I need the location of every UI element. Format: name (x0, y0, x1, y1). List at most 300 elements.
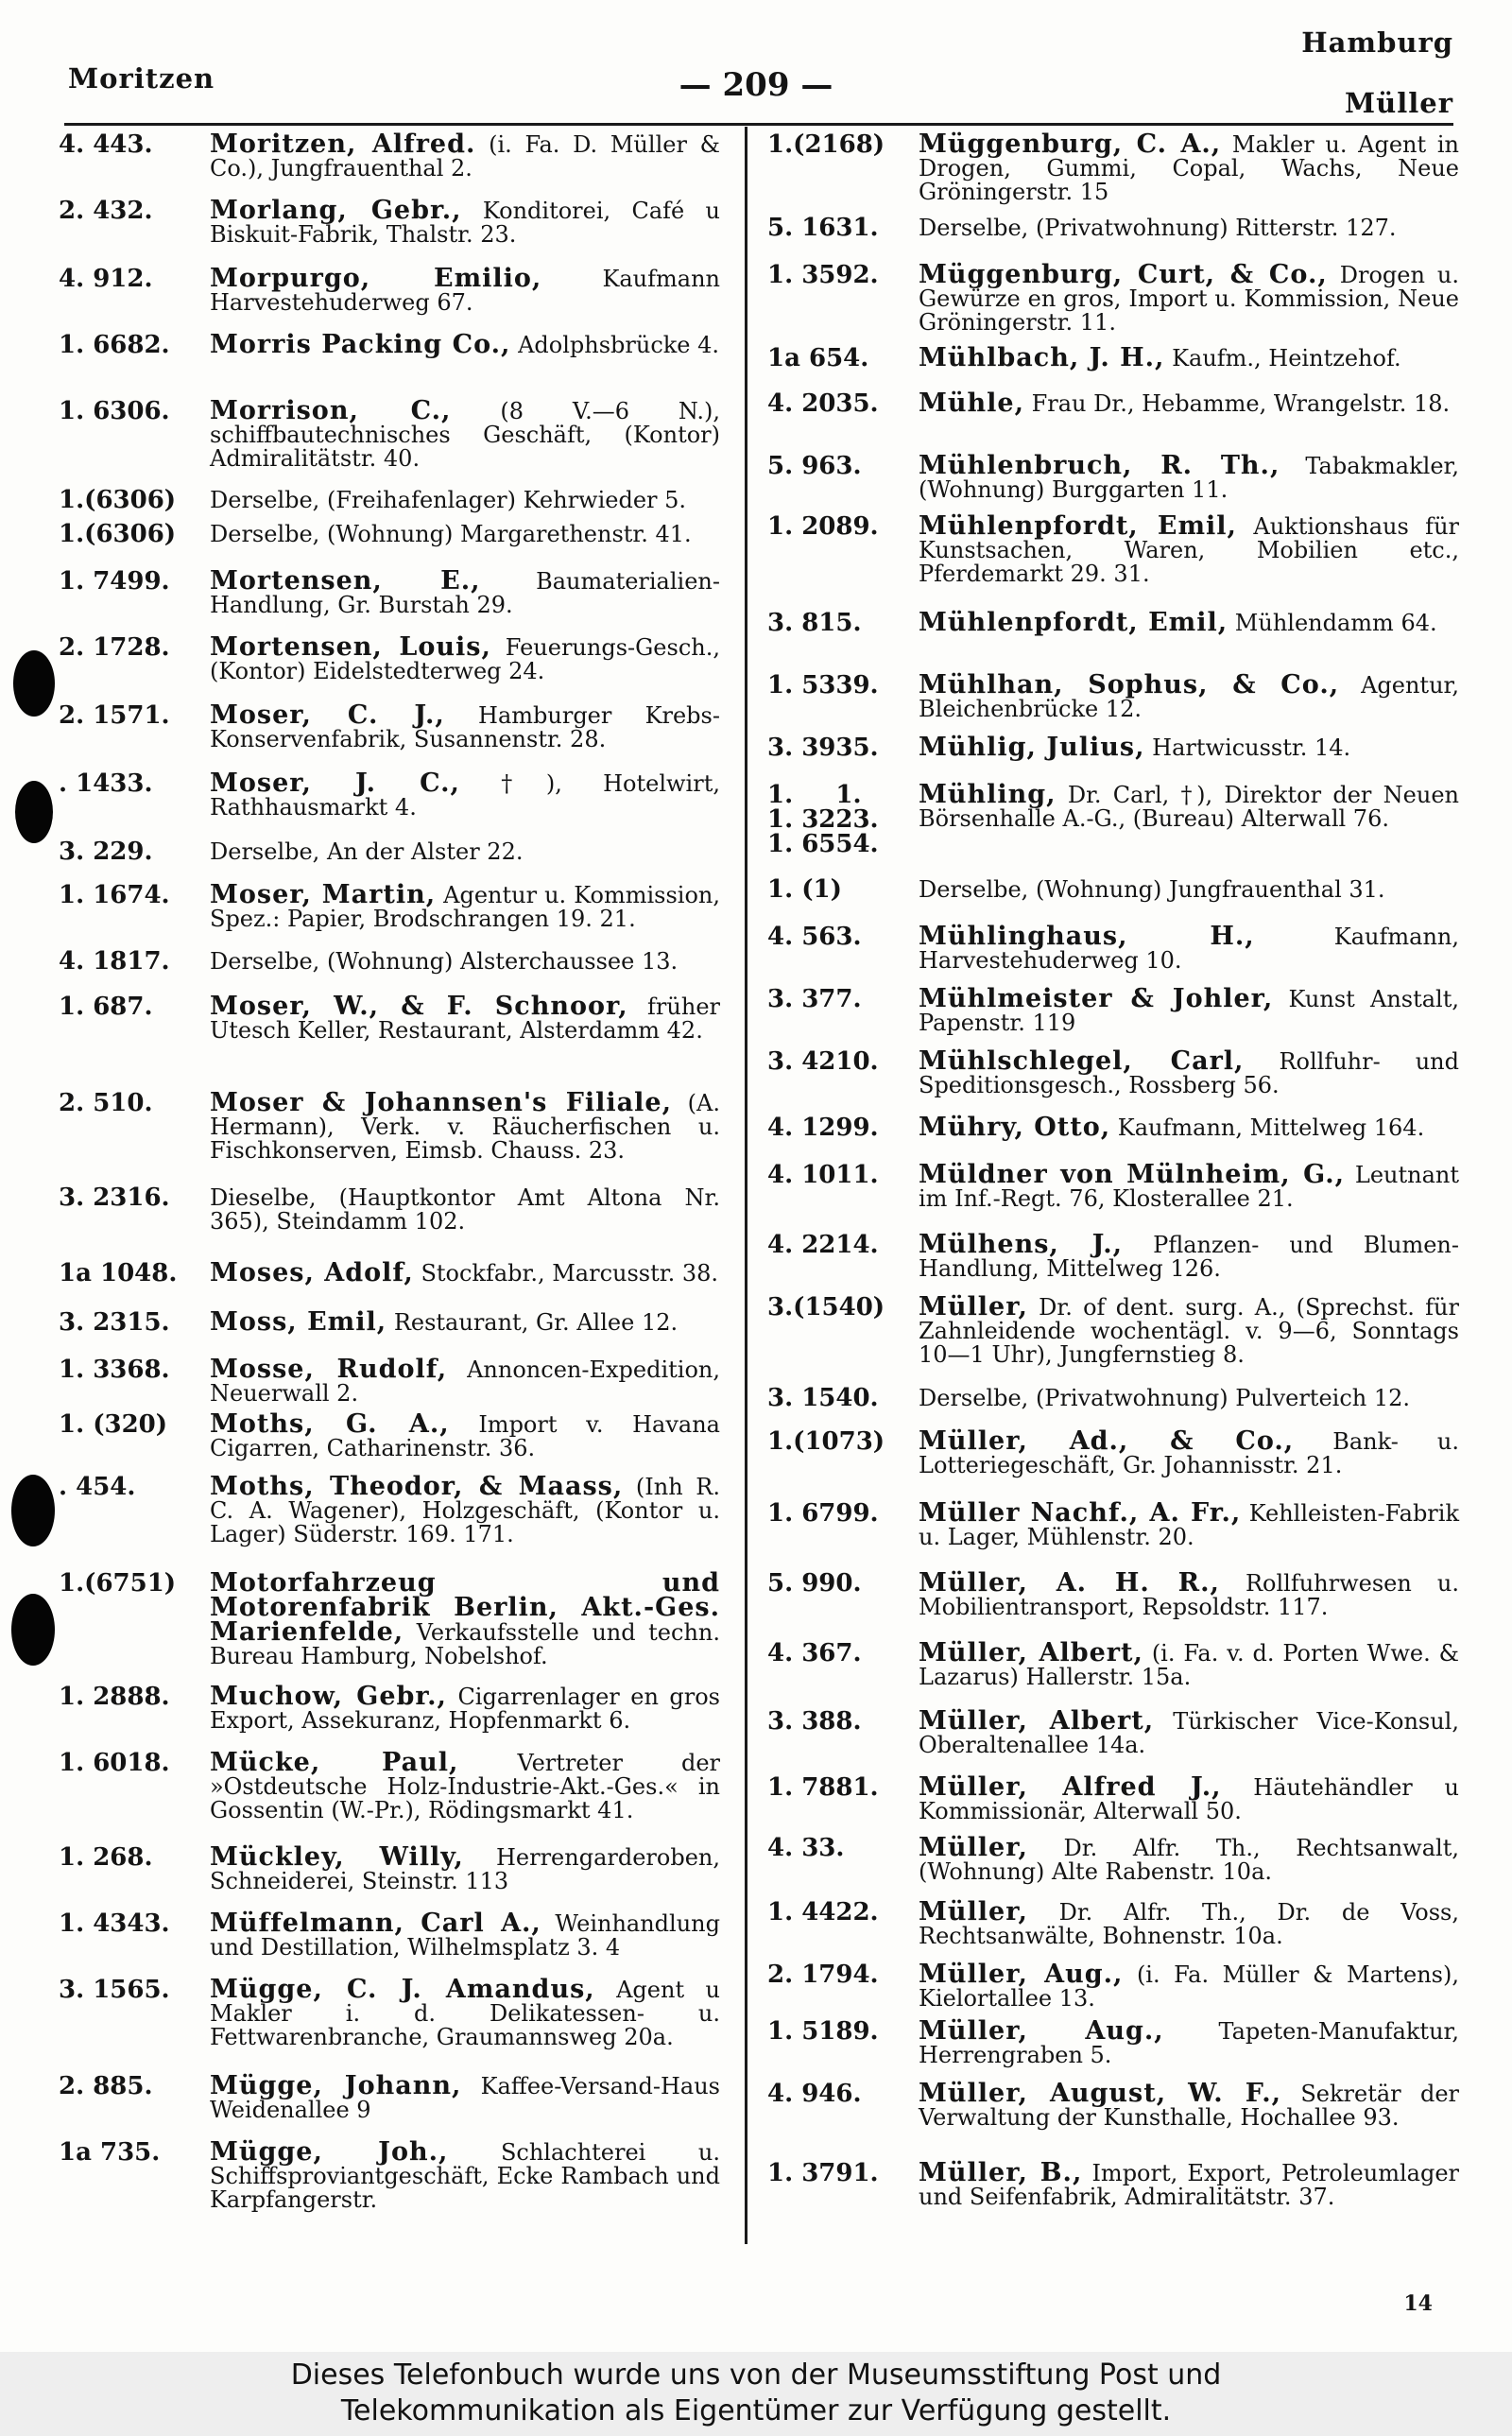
entry-name: Mühlenpfordt, Emil, (919, 511, 1237, 541)
entry-text (210, 522, 720, 546)
directory-entry (767, 1292, 1459, 1386)
entry-name: Moritzen, Alfred. (210, 130, 476, 159)
footer-line-1: Dieses Telefonbuch wurde uns von der Museumsstiftung Post und (290, 2358, 1222, 2392)
directory-entry (767, 735, 1459, 783)
entry-details: Tapeten-Manufaktur, Herrengraben 5. (919, 2018, 1459, 2068)
entry-name: Müller, (919, 1833, 1028, 1862)
entry-details: Derselbe, (Wohnung) Alsterchaussee 13. (210, 948, 679, 975)
ink-blot (11, 1594, 55, 1666)
directory-entry (59, 1472, 720, 1571)
entry-details: Verkaufsstelle und techn. Bureau Hamburg, Nobelshof. (210, 1619, 720, 1669)
entry-details: Türkischer Vice-Konsul, Oberaltenallee 14a. (919, 1708, 1459, 1758)
phone-number: 1. 1. 1. 3223. 1. 6554. (767, 781, 879, 858)
entry-name: Müller, Albert, (919, 1638, 1143, 1667)
entry-details: (i. Fa. D. Müller & Co.), Jungfrauenthal 2. (210, 131, 720, 181)
ink-blot (11, 1475, 55, 1546)
entry-name: Müller, Aug., (919, 2016, 1164, 2046)
entry-name: Mühlbach, J. H., (919, 343, 1165, 372)
entry-details: Kaufmann Harvestehuderweg 67. (210, 266, 720, 316)
entry-name: Mügge, C. J. Amandus, (210, 1975, 595, 2004)
entry-text (919, 391, 1459, 416)
entry-name: Müller, Ad., & Co., (919, 1426, 1295, 1456)
phone-number: 4. 1817. (59, 947, 170, 976)
entry-details: Baumaterialien-Handlung, Gr. Burstah 29. (210, 568, 720, 618)
entry-text (919, 924, 1459, 973)
entry-name: Moss, Emil, (210, 1307, 387, 1337)
directory-entry (59, 1357, 720, 1412)
entry-text (210, 994, 720, 1043)
directory-entry (767, 1772, 1459, 1836)
phone-number: 4. 2214. (767, 1231, 879, 1259)
entry-text (919, 1638, 1459, 1690)
entry-name: Moths, Theodor, & Maass, (210, 1472, 624, 1501)
directory-entry (767, 260, 1459, 346)
entry-text (919, 670, 1459, 722)
phone-number: 1.(2168) (767, 130, 885, 159)
directory-entry (767, 1833, 1459, 1900)
directory-entry (59, 1842, 720, 1911)
phone-number: 1. (1) (767, 875, 842, 904)
directory-entry (59, 1088, 720, 1185)
entry-name: Mühling, (919, 780, 1057, 809)
directory-entry (59, 1409, 720, 1475)
entry-text (210, 1684, 720, 1733)
directory-entry (767, 780, 1459, 877)
directory-entry (767, 2158, 1459, 2246)
entry-text (919, 2079, 1459, 2131)
phone-number: 3. 2316. (59, 1183, 170, 1212)
directory-entry (59, 2137, 720, 2225)
entry-name: Müller, Alfred J., (919, 1772, 1222, 1802)
entry-name: Müller, (919, 1897, 1028, 1926)
entry-name: Müggenburg, C. A., (919, 130, 1222, 159)
entry-name: Müggenburg, Curt, & Co., (919, 260, 1328, 289)
header-right: Müller (1345, 87, 1453, 119)
entry-text (210, 1088, 720, 1164)
phone-number: 1. 7499. (59, 567, 170, 596)
entry-text (210, 196, 720, 248)
phone-number: 4. 946. (767, 2080, 862, 2108)
entry-text (919, 1962, 1459, 2011)
footer-line-2: Telekommunikation als Eigentümer zur Verfügung gestellt. (340, 2394, 1172, 2427)
entry-text (919, 735, 1459, 760)
entry-text (919, 1230, 1459, 1282)
entry-text (210, 264, 720, 316)
entry-details: Stockfabr., Marcusstr. 38. (421, 1260, 719, 1287)
phone-number: 3. 388. (767, 1707, 862, 1736)
directory-entry (59, 839, 720, 883)
entry-text (210, 1307, 720, 1337)
entry-text (210, 488, 720, 512)
directory-entry (767, 2079, 1459, 2161)
phone-number: 1. 3592. (767, 261, 879, 289)
directory-entry (59, 1568, 720, 1684)
column-divider (745, 127, 747, 2244)
left-column (59, 132, 720, 2225)
entry-details: Pflanzen- und Blumen-Handlung, Mittelweg 126. (919, 1232, 1459, 1282)
entry-details: Agentur u. Kommission, Spez.: Papier, Brodschrangen 19. 21. (210, 882, 720, 932)
directory-entry (59, 632, 720, 703)
entry-name: Moser, J. C., (210, 769, 460, 798)
entry-name: Mühlmeister & Johler, (919, 984, 1274, 1013)
directory-entry (767, 2016, 1459, 2082)
header-left: Moritzen (68, 62, 215, 95)
entry-details: Frau Dr., Hebamme, Wrangelstr. 18. (1031, 390, 1451, 417)
entry-name: Müller, Aug., (919, 1960, 1124, 1989)
phone-number: 1a 735. (59, 2138, 161, 2167)
phone-number: 1. 5339. (767, 671, 879, 700)
directory-entry (59, 1185, 720, 1261)
entry-text (210, 1409, 720, 1461)
directory-entry (767, 1386, 1459, 1429)
entry-text (919, 1897, 1459, 1949)
phone-number: 3. 815. (767, 609, 862, 637)
phone-number: 1. 268. (59, 1843, 153, 1872)
entry-text (919, 608, 1459, 637)
entry-text (210, 949, 720, 974)
phone-number: 1. 6306. (59, 397, 170, 425)
phone-number: 1. 2089. (767, 512, 879, 541)
phone-number: 4. 443. (59, 130, 153, 159)
phone-number: 3. 4210. (767, 1047, 879, 1076)
phone-number: 1. 6799. (767, 1499, 879, 1528)
page-footnote: 14 (1403, 2291, 1433, 2316)
directory-entry (767, 216, 1459, 263)
entry-name: Morris Packing Co., (210, 330, 511, 359)
phone-number: 3. 3935. (767, 734, 879, 762)
entry-name: Moser, Martin, (210, 880, 437, 909)
entry-text (210, 839, 720, 864)
directory-entry (59, 994, 720, 1091)
entry-details: Kehlleisten-Fabrik u. Lager, Mühlenstr. 20. (919, 1500, 1459, 1550)
directory-entry (767, 877, 1459, 924)
entry-text (919, 1386, 1459, 1410)
entry-details: Hamburger Krebs-Konservenfabrik, Susannenstr. 28. (210, 702, 720, 752)
entry-details: Agent u Makler i. d. Delikatessen- u. Fettwarenbranche, Graumannsweg 20a. (210, 1977, 720, 2050)
directory-entry (767, 1568, 1459, 1641)
entry-text (210, 566, 720, 618)
entry-details: Kunst Anstalt, Papenstr. 119 (919, 986, 1459, 1036)
directory-entry (59, 1258, 720, 1310)
entry-text (210, 700, 720, 752)
entry-details: (i. Fa. v. d. Porten Wwe. & Lazarus) Hallerstr. 15a. (919, 1640, 1459, 1690)
phone-number: 3. 1565. (59, 1976, 170, 2004)
entry-details: Dr. Alfr. Th., Dr. de Voss, Rechtsanwälte, Bohnenstr. 10a. (919, 1899, 1459, 1949)
entry-text (210, 2137, 720, 2213)
entry-name: Moser, W., & F. Schnoor, (210, 992, 628, 1021)
entry-details: Import v. Havana Cigarren, Catharinenstr. 36. (210, 1411, 720, 1461)
entry-name: Muchow, Gebr., (210, 1682, 447, 1711)
directory-entry (59, 1307, 720, 1357)
phone-number: 4. 563. (767, 923, 862, 951)
entry-text (919, 132, 1459, 204)
phone-number: 5. 963. (767, 452, 862, 480)
entry-text (210, 2071, 720, 2123)
phone-number: 1.(6306) (59, 520, 177, 548)
entry-text (210, 632, 720, 684)
entry-name: Mücke, Paul, (210, 1748, 459, 1777)
entry-name: Mühry, Otto, (919, 1113, 1111, 1142)
entry-details: Derselbe, (Privatwohnung) Ritterstr. 127. (919, 215, 1397, 241)
directory-entry (767, 1160, 1459, 1233)
entry-name: Motorfahrzeug und Motorenfabrik Berlin, Akt.-Ges. Marienfelde, (210, 1568, 720, 1647)
directory-entry (59, 2071, 720, 2140)
entry-name: Mülhens, J., (919, 1230, 1124, 1259)
entry-details: Derselbe, (Wohnung) Jungfrauenthal 31. (919, 876, 1385, 903)
directory-entry (767, 1230, 1459, 1295)
entry-details: Konditorei, Café u Biskuit-Fabrik, Thalstr. 23. (210, 198, 720, 248)
entry-details: (Inh R. C. A. Wagener), Holzgeschäft, (Kontor u. Lager) Süderstr. 169. 171. (210, 1474, 720, 1547)
entry-text (919, 1426, 1459, 1478)
entry-name: Müller, Albert, (919, 1706, 1155, 1736)
entry-details: Adolphsbrücke 4. (518, 332, 720, 358)
entry-details: Schlachterei u. Schiffsproviantgeschäft, Ecke Rambach und Karpfangerstr. (210, 2139, 720, 2213)
phone-number: 4. 912. (59, 265, 153, 293)
entry-details: Mühlendamm 64. (1234, 610, 1437, 636)
directory-entry (59, 132, 720, 199)
entry-text (919, 343, 1459, 372)
directory-entry (59, 566, 720, 635)
entry-text (919, 1568, 1459, 1620)
phone-number: 1a 654. (767, 344, 869, 372)
entry-details: Feuerungs-Gesch., (Kontor) Eidelstedterweg 24. (210, 634, 720, 684)
entry-text (210, 396, 720, 472)
phone-number: 1a 1048. (59, 1259, 178, 1287)
entry-text (210, 1472, 720, 1547)
directory-entry (767, 1498, 1459, 1571)
entry-text (919, 1160, 1459, 1212)
entry-text (210, 771, 720, 820)
entry-text (210, 330, 720, 359)
entry-details: Derselbe, (Wohnung) Margarethenstr. 41. (210, 521, 692, 547)
entry-details: Makler u. Agent in Drogen, Gummi, Copal, Wachs, Neue Gröningerstr. 15 (919, 131, 1459, 205)
entry-details: Agentur, Bleichenbrücke 12. (919, 672, 1459, 722)
phone-number: 5. 1631. (767, 214, 879, 242)
directory-entry (767, 924, 1459, 987)
directory-entry (767, 1706, 1459, 1775)
phone-number: 1. 1674. (59, 881, 170, 909)
header-rule (64, 123, 1453, 126)
entry-details: Herrengarderoben, Schneiderei, Steinstr. 113 (210, 1844, 720, 1894)
entry-text (210, 1185, 720, 1234)
entry-details: Drogen u. Gewürze en gros, Import u. Kommission, Neue Gröningerstr. 11. (919, 262, 1459, 336)
entry-details: Auktionshaus für Kunstsachen, Waren, Mobilien etc., Pferdemarkt 29. 31. (919, 513, 1459, 587)
entry-name: Moths, G. A., (210, 1409, 450, 1439)
entry-details: Bank- u. Lotteriegeschäft, Gr. Johannisstr. 21. (919, 1428, 1459, 1478)
phone-number: 1. (320) (59, 1410, 168, 1439)
entry-name: Moser & Johannsen's Filiale, (210, 1088, 673, 1117)
entry-text (919, 1706, 1459, 1758)
entry-text (919, 260, 1459, 336)
entry-text (919, 1115, 1459, 1140)
entry-details: Dr. Carl, †), Direktor der Neuen Börsenhalle A.-G., (Bureau) Alterwall 76. (919, 782, 1459, 832)
phone-number: 4. 1011. (767, 1161, 879, 1189)
phone-number: 4. 33. (767, 1834, 845, 1862)
entry-name: Mühlhan, Sophus, & Co., (919, 670, 1340, 700)
entry-details: Hartwicusstr. 14. (1152, 734, 1351, 761)
entry-name: Mühlenbruch, R. Th., (919, 451, 1280, 480)
entry-text (919, 451, 1459, 503)
entry-text (210, 1911, 720, 1960)
entry-details: Häutehändler u Kommissionär, Alterwall 50. (919, 1774, 1459, 1824)
phone-number: 1. 3791. (767, 2159, 879, 2187)
entry-name: Morrison, C., (210, 396, 452, 425)
phone-number: 1. 2888. (59, 1683, 170, 1711)
entry-details: Rollfuhrwesen u. Mobilientransport, Repsoldstr. 117. (919, 1570, 1459, 1620)
directory-entry (59, 330, 720, 399)
phone-number: 3. 2315. (59, 1308, 170, 1337)
entry-details: Derselbe, (Freihafenlager) Kehrwieder 5. (210, 487, 687, 513)
entry-details: Derselbe, (Privatwohnung) Pulverteich 12. (919, 1385, 1411, 1411)
phone-number: 1. 687. (59, 993, 153, 1021)
directory-entry (767, 391, 1459, 454)
phone-number: 2. 1794. (767, 1961, 879, 1989)
entry-details: Kaffee-Versand-Haus Weidenallee 9 (210, 2073, 720, 2123)
ink-blot (13, 650, 55, 717)
phone-number: 2. 1571. (59, 701, 170, 730)
entry-text (919, 511, 1459, 587)
header-city: Hamburg (1301, 26, 1453, 59)
entry-name: Mosse, Rudolf, (210, 1355, 448, 1384)
phone-number: 1. 4343. (59, 1909, 170, 1938)
phone-number: 2. 1728. (59, 633, 170, 662)
entry-name: Mückley, Willy, (210, 1842, 464, 1872)
entry-details: (i. Fa. Müller & Martens), Kielortallee 13. (919, 1961, 1459, 2012)
entry-text (210, 1748, 720, 1823)
entry-name: Müller Nachf., A. Fr., (919, 1498, 1242, 1528)
entry-details: Vertreter der »Ostdeutsche Holz-Industrie-Akt.-Ges.« in Gossentin (W.-Pr.), Rödingsmarkt 41. (210, 1750, 720, 1823)
phone-number: . 454. (59, 1473, 136, 1501)
phone-number: 2. 510. (59, 1089, 153, 1117)
entry-details: Leutnant im Inf.-Regt. 76, Klosterallee 21. (919, 1162, 1459, 1212)
entry-name: Müldner von Mülnheim, G., (919, 1160, 1346, 1189)
entry-details: Sekretär der Verwaltung der Kunsthalle, Hochallee 93. (919, 2081, 1459, 2131)
entry-name: Mügge, Joh., (210, 2137, 449, 2167)
directory-entry (59, 1684, 720, 1751)
phone-number: 3. 377. (767, 985, 862, 1013)
directory-entry (59, 880, 720, 949)
phone-number: 1. 7881. (767, 1773, 879, 1802)
phone-number: 4. 2035. (767, 389, 879, 418)
entry-text (919, 1292, 1459, 1368)
entry-text (919, 877, 1459, 902)
phone-number: 1. 4422. (767, 1898, 879, 1926)
phone-number: 3. 1540. (767, 1384, 879, 1412)
directory-entry (767, 1426, 1459, 1501)
phone-number: 1. 6682. (59, 331, 170, 359)
entry-name: Müller, (919, 1292, 1028, 1322)
entry-details: Kaufmann, Harvestehuderweg 10. (919, 924, 1459, 974)
directory-entry (767, 451, 1459, 514)
right-column (767, 132, 1459, 2246)
entry-text (919, 2158, 1459, 2210)
entry-text (210, 132, 720, 181)
directory-entry (767, 984, 1459, 1049)
entry-text (919, 1772, 1459, 1824)
entry-details: früher Utesch Keller, Restaurant, Alsterdamm 42. (210, 993, 720, 1044)
directory-entry (767, 608, 1459, 673)
directory-entry (59, 196, 720, 267)
directory-entry (59, 1911, 720, 1978)
entry-details: Derselbe, An der Alster 22. (210, 838, 524, 865)
phone-number: 1. 3368. (59, 1356, 170, 1384)
directory-entry (767, 1638, 1459, 1709)
directory-entry (767, 1046, 1459, 1115)
entry-details: Dieselbe, (Hauptkontor Amt Altona Nr. 365), Steindamm 102. (210, 1184, 720, 1235)
directory-entry (59, 1975, 720, 2074)
entry-details: (8 V.—6 N.), schiffbautechnisches Geschäft, (Kontor) Admiralitätstr. 40. (210, 398, 720, 472)
directory-entry (59, 700, 720, 771)
entry-text (210, 1568, 720, 1669)
directory-entry (59, 1748, 720, 1845)
entry-details: Dr. of dent. surg. A., (Sprechst. für Zahnleidende wochentägl. v. 9—6, Sonntags 10—1 Uhr), Jungfernstieg 8. (919, 1294, 1459, 1368)
footer-banner (0, 2352, 1512, 2436)
entry-text (919, 984, 1459, 1036)
entry-name: Müller, A. H. R., (919, 1568, 1220, 1598)
page-number: — 209 — (679, 66, 833, 104)
phone-number: 1. 6018. (59, 1749, 170, 1777)
entry-name: Müller, B., (919, 2158, 1083, 2187)
directory-entry (59, 522, 720, 569)
directory-entry (767, 1962, 1459, 2019)
entry-details: Restaurant, Gr. Allee 12. (393, 1309, 679, 1336)
phone-number: 1.(1073) (767, 1427, 885, 1456)
entry-details: Import, Export, Petroleumlager und Seifenfabrik, Admiralitätstr. 37. (919, 2160, 1459, 2210)
entry-details: Weinhandlung und Destillation, Wilhelmsplatz 3. 4 (210, 1910, 720, 1961)
entry-text (919, 1046, 1459, 1098)
ink-blot (15, 781, 53, 843)
entry-text (210, 1842, 720, 1894)
entry-name: Moses, Adolf, (210, 1258, 414, 1287)
entry-text (919, 216, 1459, 240)
entry-name: Mühlschlegel, Carl, (919, 1046, 1245, 1076)
entry-name: Müffelmann, Carl A., (210, 1909, 541, 1938)
phone-number: 3.(1540) (767, 1293, 885, 1322)
phone-number: 2. 432. (59, 197, 153, 225)
phone-number: 1.(6306) (59, 486, 177, 514)
entry-text (210, 1357, 720, 1406)
directory-entry (59, 771, 720, 839)
phone-number: 2. 885. (59, 2072, 153, 2100)
entry-details: Cigarrenlager en gros Export, Assekuranz, Hopfenmarkt 6. (210, 1684, 720, 1734)
phone-number: 5. 990. (767, 1569, 862, 1598)
entry-details: Rollfuhr- und Speditionsgesch., Rossberg 56. (919, 1048, 1459, 1098)
entry-name: Mühlig, Julius, (919, 733, 1145, 762)
entry-name: Morpurgo, Emilio, (210, 264, 542, 293)
directory-entry (59, 488, 720, 522)
entry-details: Kaufmann, Mittelweg 164. (1117, 1114, 1425, 1141)
entry-name: Mühlinghaus, H., (919, 922, 1255, 951)
entry-details: (A. Hermann), Verk. v. Räucherfischen u. Fischkonserven, Eimsb. Chauss. 23. (210, 1090, 720, 1164)
entry-name: Mühlenpfordt, Emil, (919, 608, 1228, 637)
directory-entry (767, 132, 1459, 216)
directory-entry (767, 343, 1459, 391)
entry-text (210, 1975, 720, 2050)
entry-name: Morlang, Gebr., (210, 196, 462, 225)
entry-details: Annoncen-Expedition, Neuerwall 2. (210, 1356, 720, 1407)
directory-entry (59, 396, 720, 488)
entry-text (210, 1258, 720, 1287)
entry-details: Kaufm., Heintzehof. (1172, 345, 1401, 371)
phone-number: 3. 229. (59, 838, 153, 866)
entry-name: Mortensen, Louis, (210, 632, 491, 662)
entry-details: Dr. Alfr. Th., Rechtsanwalt, (Wohnung) Alte Rabenstr. 10a. (919, 1835, 1459, 1885)
directory-entry (767, 1897, 1459, 1962)
entry-text (919, 1498, 1459, 1550)
phone-number: 1.(6751) (59, 1569, 177, 1598)
phone-number: 4. 367. (767, 1639, 862, 1667)
phone-number: 4. 1299. (767, 1114, 879, 1142)
